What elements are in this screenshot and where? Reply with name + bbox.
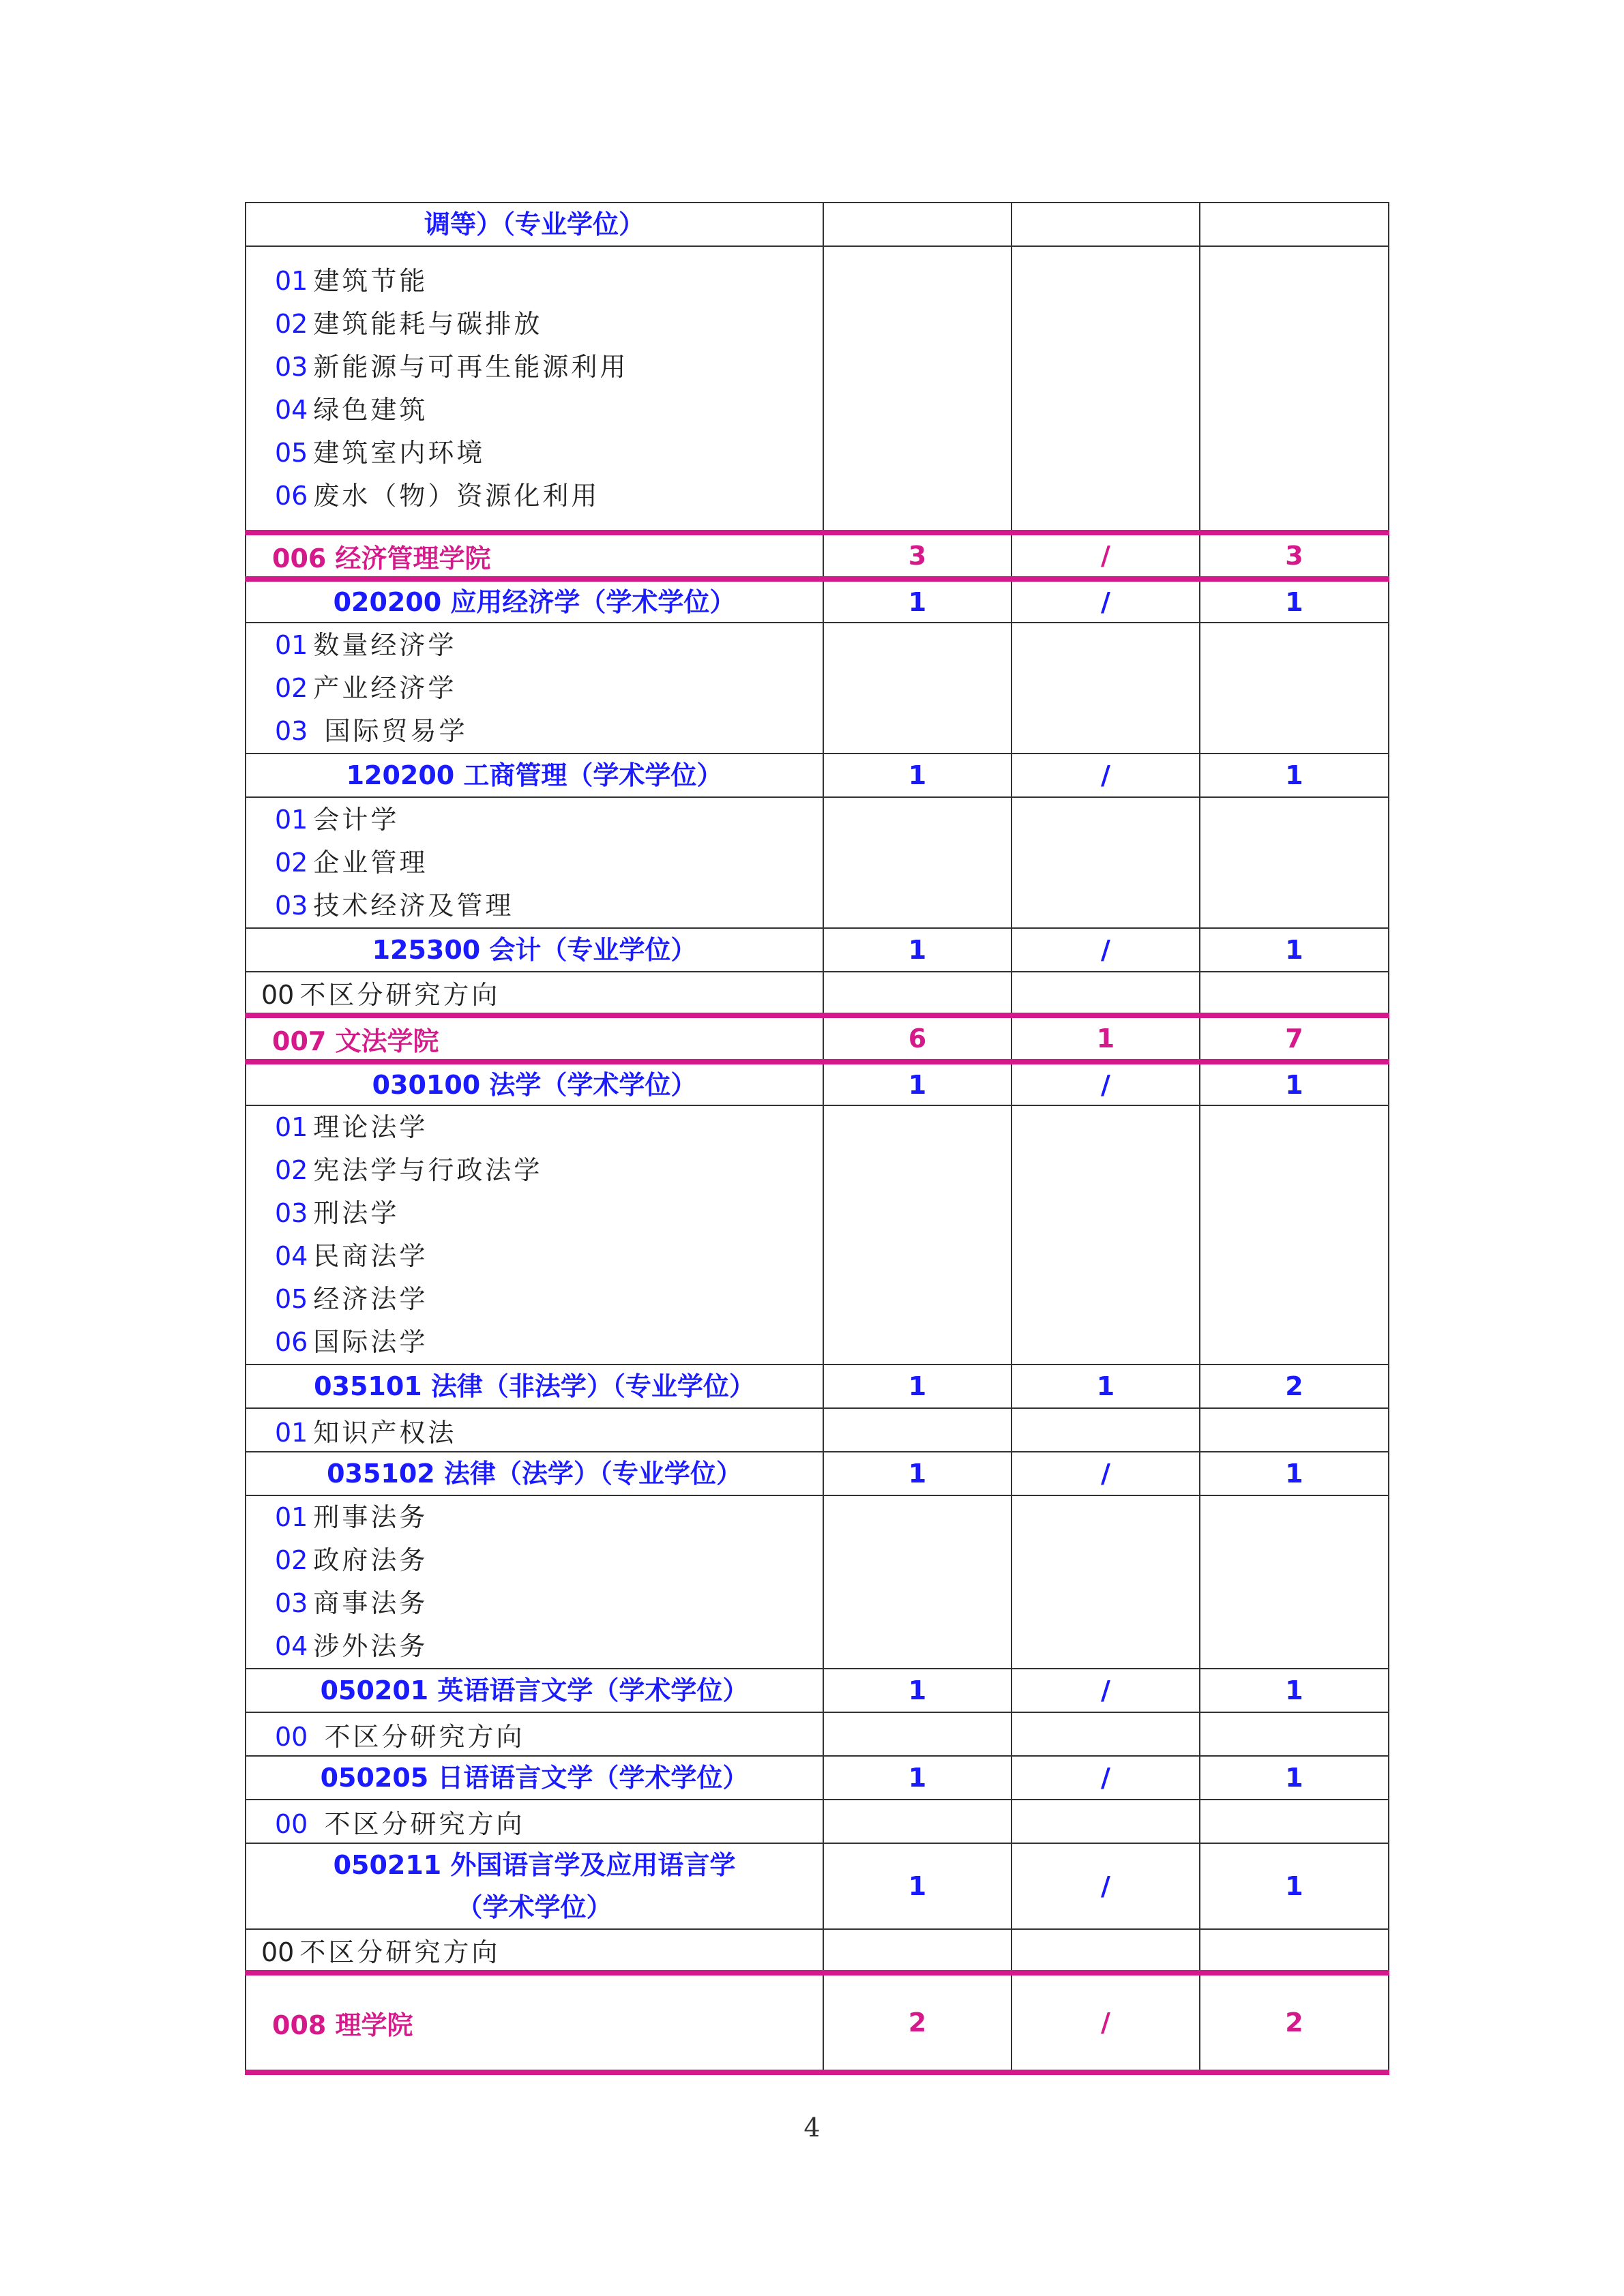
count-cell: /: [1012, 579, 1200, 623]
college-row: [246, 533, 1389, 579]
direction-item: 01 理论法学: [275, 1112, 428, 1142]
major-row: [246, 1365, 1389, 1408]
college-name: 008 理学院: [246, 1973, 823, 2072]
count-cell: 3: [823, 533, 1012, 579]
count-cell: 2: [1200, 1973, 1389, 2072]
direction-item: 00 不区分研究方向: [246, 1800, 823, 1843]
direction-row: [246, 623, 1389, 754]
direction-row: [246, 1929, 1389, 1973]
direction-item: 00 不区分研究方向: [246, 972, 823, 1015]
direction-item: 01 刑事法务: [275, 1502, 428, 1532]
direction-item: 00 不区分研究方向: [246, 1929, 823, 1973]
major-name: 120200 工商管理（学术学位）: [246, 754, 823, 797]
count-cell: 1: [1200, 1756, 1389, 1800]
direction-row: [246, 797, 1389, 928]
count-cell: 1: [1200, 579, 1389, 623]
direction-item: 03 技术经济及管理: [275, 890, 514, 921]
table-row: [246, 203, 1389, 246]
direction-item: 01 建筑节能: [275, 265, 428, 296]
direction-item: 01 知识产权法: [246, 1408, 823, 1452]
direction-item: 01 会计学: [275, 804, 400, 835]
direction-item: 05 经济法学: [275, 1284, 428, 1314]
direction-row: [246, 972, 1389, 1015]
count-cell: /: [1012, 754, 1200, 797]
count-cell: /: [1012, 1756, 1200, 1800]
direction-row: [246, 1105, 1389, 1365]
direction-item: 03 新能源与可再生能源利用: [275, 351, 629, 382]
direction-row: [246, 1800, 1389, 1843]
count-cell: /: [1012, 533, 1200, 579]
major-row: [246, 1843, 1389, 1929]
major-row: [246, 1062, 1389, 1105]
major-name: 020200 应用经济学（学术学位）: [246, 579, 823, 623]
direction-row: [246, 246, 1389, 533]
direction-item: 02 建筑能耗与碳排放: [275, 308, 543, 339]
direction-item: 00 不区分研究方向: [246, 1712, 823, 1756]
page-number: 4: [803, 2113, 821, 2143]
direction-row: [246, 1495, 1389, 1669]
major-row: [246, 1756, 1389, 1800]
direction-item: 05 建筑室内环境: [275, 437, 486, 468]
count-cell: 1: [1200, 1669, 1389, 1712]
direction-item: 02 企业管理: [275, 847, 428, 878]
count-cell: /: [1012, 1843, 1200, 1929]
direction-list: [246, 1495, 823, 1669]
count-cell: 1: [1012, 1365, 1200, 1408]
direction-item: 04 涉外法务: [275, 1631, 428, 1661]
direction-row: [246, 1712, 1389, 1756]
college-name: 006 经济管理学院: [246, 533, 823, 579]
count-cell: [1200, 203, 1389, 246]
count-cell: 1: [1200, 754, 1389, 797]
major-name: 035102 法律（法学）（专业学位）: [246, 1452, 823, 1495]
count-cell: 1: [1200, 928, 1389, 972]
count-cell: 1: [823, 1756, 1012, 1800]
count-cell: 1: [823, 1062, 1012, 1105]
count-cell: [1012, 203, 1200, 246]
college-row: [246, 1973, 1389, 2072]
major-row: [246, 928, 1389, 972]
direction-list: [246, 1105, 823, 1365]
direction-item: 03 国际贸易学: [275, 715, 468, 746]
college-name: 007 文法学院: [246, 1015, 823, 1062]
count-cell: 1: [823, 579, 1012, 623]
count-cell: 1: [823, 754, 1012, 797]
count-cell: 1: [1200, 1452, 1389, 1495]
major-row: [246, 1452, 1389, 1495]
count-cell: 2: [823, 1973, 1012, 2072]
enrollment-table: [245, 202, 1389, 2075]
major-row: [246, 1669, 1389, 1712]
count-cell: 1: [823, 928, 1012, 972]
major-name: 050205 日语语言文学（学术学位）: [246, 1756, 823, 1800]
major-name: 050201 英语语言文学（学术学位）: [246, 1669, 823, 1712]
count-cell: [823, 203, 1012, 246]
direction-item: 06 国际法学: [275, 1327, 428, 1357]
major-name: 调等）（专业学位）: [246, 203, 823, 246]
count-cell: /: [1012, 1062, 1200, 1105]
count-cell: 1: [1200, 1062, 1389, 1105]
direction-item: 04 绿色建筑: [275, 394, 428, 425]
major-name: 035101 法律（非法学）（专业学位）: [246, 1365, 823, 1408]
major-row: [246, 579, 1389, 623]
count-cell: 1: [1200, 1843, 1389, 1929]
count-cell: 3: [1200, 533, 1389, 579]
major-row: [246, 754, 1389, 797]
direction-item: 06 废水（物）资源化利用: [275, 480, 600, 511]
direction-item: 02 政府法务: [275, 1545, 428, 1575]
direction-item: 03 商事法务: [275, 1588, 428, 1618]
count-cell: 1: [823, 1669, 1012, 1712]
direction-list: [246, 623, 823, 754]
count-cell: 6: [823, 1015, 1012, 1062]
direction-item: 02 宪法学与行政法学: [275, 1155, 543, 1185]
direction-list: [246, 797, 823, 928]
direction-item: 02 产业经济学: [275, 672, 457, 703]
direction-list: [246, 246, 823, 533]
count-cell: 7: [1200, 1015, 1389, 1062]
count-cell: 1: [823, 1452, 1012, 1495]
direction-item: 01 数量经济学: [275, 629, 457, 660]
direction-item: 04 民商法学: [275, 1241, 428, 1271]
direction-item: 03 刑法学: [275, 1198, 400, 1228]
count-cell: 1: [1012, 1015, 1200, 1062]
count-cell: /: [1012, 928, 1200, 972]
count-cell: 1: [823, 1365, 1012, 1408]
count-cell: 2: [1200, 1365, 1389, 1408]
count-cell: /: [1012, 1973, 1200, 2072]
major-name: 030100 法学（学术学位）: [246, 1062, 823, 1105]
college-row: [246, 1015, 1389, 1062]
count-cell: /: [1012, 1669, 1200, 1712]
direction-row: [246, 1408, 1389, 1452]
count-cell: /: [1012, 1452, 1200, 1495]
major-name: 050211 外国语言学及应用语言学 （学术学位）: [246, 1843, 823, 1929]
major-name: 125300 会计（专业学位）: [246, 928, 823, 972]
count-cell: 1: [823, 1843, 1012, 1929]
